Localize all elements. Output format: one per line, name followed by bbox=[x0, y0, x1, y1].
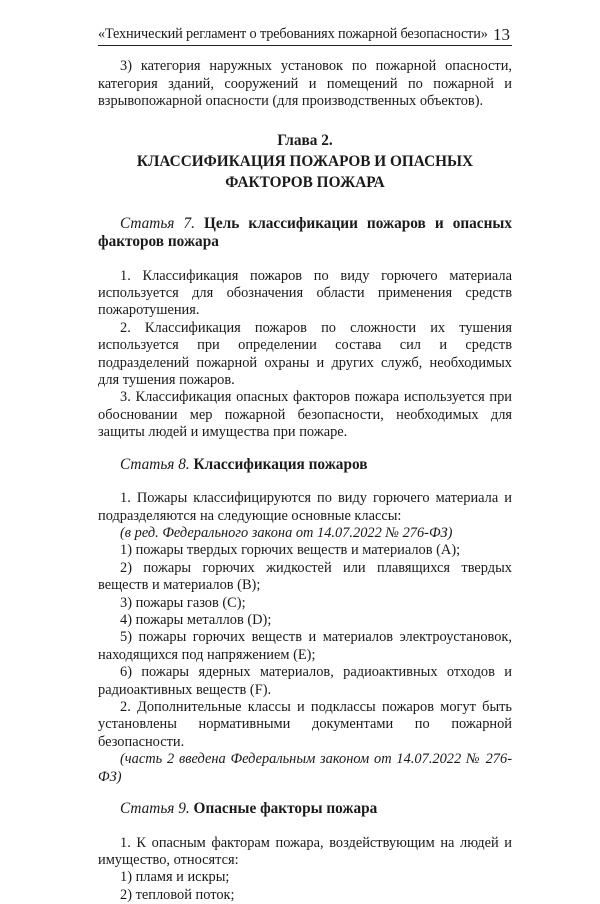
article-7-paragraph-3: 3. Классификация опасных факторов пожара используется при обосновании мер пожарной безопасности, необходимых для защиты людей и имущества при пожаре. bbox=[98, 389, 512, 441]
list-item: 2) тепловой поток; bbox=[120, 886, 235, 903]
list-item: 2) пожары горючих жидкостей или плавящихся твердых веществ и материалов (B); bbox=[98, 559, 512, 594]
list-item: 1) пламя и искры; bbox=[120, 869, 230, 886]
list-item: 1) пожары твердых горючих веществ и материалов (A); bbox=[120, 542, 461, 559]
list-item: 6) пожары ядерных материалов, радиоактивных отходов и радиоактивных веществ (F). bbox=[98, 664, 512, 698]
article-8-paragraph-2: 2. Дополнительные классы и подклассы пожаров могут быть установлены нормативными документами по пожарной безопасности. bbox=[98, 699, 512, 750]
article-9-label: Статья 9. bbox=[120, 800, 190, 818]
article-7-paragraph-2: 2. Классификация пожаров по сложности их тушения используется при определении состава сил и средств подразделений пожарной охраны и других служб, необходимых для тушения пожаров. bbox=[98, 319, 512, 389]
list-item: 3) пожары газов (C); bbox=[120, 594, 246, 611]
article-7-label: Статья 7. bbox=[120, 214, 195, 232]
article-8-label: Статья 8. bbox=[120, 455, 190, 473]
list-item: 4) пожары металлов (D); bbox=[120, 612, 272, 629]
article-9-name: Опасные факторы пожара bbox=[193, 800, 378, 818]
intro-paragraph: 3) категория наружных установок по пожарной опасности, категория зданий, сооружений и помещений по пожарной и взрывопожарной опасности (для производственных объектов). bbox=[98, 58, 512, 110]
running-header bbox=[98, 26, 512, 46]
list-item: 5) пожары горючих веществ и материалов электроустановок, находящихся под напряжением (E); bbox=[98, 629, 512, 663]
chapter-label: Глава 2. bbox=[277, 131, 333, 149]
article-7-paragraph-1: 1. Классификация пожаров по виду горючего материала используется для обозначения области применения средств пожаротушения. bbox=[98, 267, 512, 319]
article-8-heading bbox=[98, 456, 512, 475]
article-9-heading bbox=[98, 800, 512, 819]
article-7-name: Цель классификации пожаров и опасных факторов пожара bbox=[98, 214, 512, 251]
article-8-amendment-note-1: (в ред. Федерального закона от 14.07.2022 № 276-ФЗ) bbox=[120, 525, 453, 541]
chapter-title-line1: КЛАССИФИКАЦИЯ ПОЖАРОВ И ОПАСНЫХ bbox=[136, 152, 474, 170]
article-9-paragraph-1: 1. К опасным факторам пожара, воздействующим на людей и имущество, относятся: bbox=[98, 834, 512, 868]
article-7-heading bbox=[98, 215, 512, 252]
running-header-title: «Технический регламент о требованиях пожарной безопасности» bbox=[98, 26, 488, 42]
article-8-paragraph-1: 1. Пожары классифицируются по виду горючего материала и подразделяются на следующие основные классы: bbox=[98, 490, 512, 524]
page-number: 13 bbox=[493, 25, 510, 45]
article-8-amendment-note-2: (часть 2 введена Федеральным законом от 14.07.2022 № 276-ФЗ) bbox=[98, 751, 512, 785]
article-8-name: Классификация пожаров bbox=[193, 455, 368, 473]
chapter-title-line2: ФАКТОРОВ ПОЖАРА bbox=[225, 173, 385, 191]
